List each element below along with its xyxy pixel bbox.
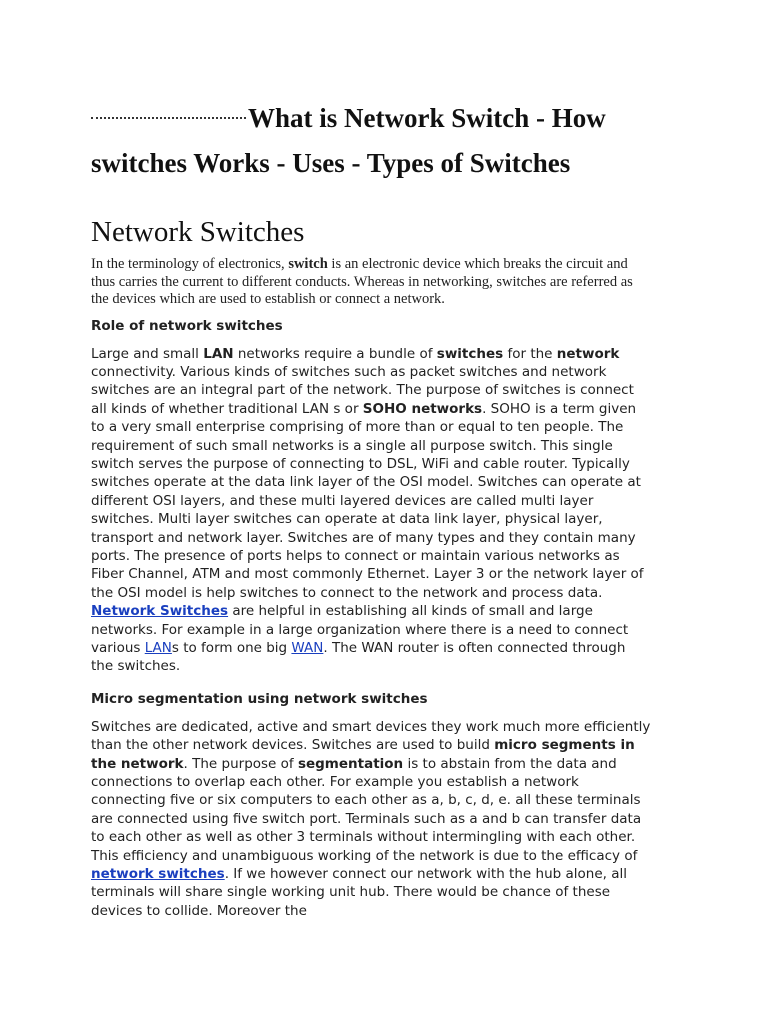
document-title-text: What is Network Switch - How switches Works - Uses - Types of Switches [91, 103, 606, 178]
bold-term: segmentation [297, 755, 404, 772]
document-title [91, 96, 651, 186]
bold-term: SOHO networks [362, 400, 483, 417]
text-run: Large and small [91, 345, 204, 362]
network-switches-link-2[interactable]: network switches [91, 866, 225, 883]
dotted-leader [91, 113, 246, 119]
intro-paragraph [91, 256, 651, 309]
bold-term: switch [288, 256, 328, 272]
text-run: is to abstain from the data and connections to overlap each other. For example you establish a network connecting five or six computers to each other as a, b, c, d, e. all these terminals are connected using five switch port. Terminals such as a and b can transfer data to each other as well as other 3 terminals without intermingling with each other. This efficiency and unambiguous working of the network is due to the efficacy of [91, 755, 642, 864]
role-paragraph [91, 345, 651, 676]
text-run: connectivity. Various kinds of switches such as packet switches and network switches are an integral part of the network. The purpose of switches is connect all kinds of whether traditional LAN s or [91, 363, 634, 417]
text-run: for the [503, 345, 557, 362]
section-heading-network-switches: Network Switches [91, 216, 305, 248]
text-run: In the terminology of electronics, [91, 256, 289, 272]
lan-link[interactable]: LAN [144, 640, 172, 656]
text-run: s to form one big [171, 640, 292, 656]
text-run: Switches are dedicated, active and smart devices they work much more efficiently than the other network devices. Switches are used to build [91, 718, 651, 754]
text-run: is an electronic device which breaks the circuit and thus carries the current to different conducts. Whereas in networking, switches are referred as the devices which are used to establish or connect a network. [91, 256, 633, 307]
text-run: . The purpose of [183, 755, 298, 772]
micro-segmentation-paragraph [91, 718, 651, 920]
text-run: . If we however connect our network with the hub alone, all terminals will share single working unit hub. There would be chance of these devices to collide. Moreover the [91, 866, 627, 919]
text-run: are helpful in establishing all kinds of small and large networks. For example in a large organization where there is a need to connect various [91, 603, 629, 656]
bold-term: micro segments in the network [91, 737, 635, 772]
wan-link[interactable]: WAN [291, 640, 324, 656]
network-switches-link[interactable]: Network Switches [91, 603, 229, 620]
subheading-micro-segmentation: Micro segmentation using network switches [91, 690, 428, 707]
document-page [91, 96, 651, 934]
bold-term: LAN [203, 345, 234, 362]
bold-term: switches [436, 345, 504, 362]
text-run: . SOHO is a term given to a very small enterprise comprising of more than or equal to ten people. The requirement of such small networks is a single all purpose switch. This single switch serves the purpose of connecting to DSL, WiFi and cable router. Typically switches operate at the data link layer of the OSI model. Switches can operate at different OSI layers, and these multi layered devices are called multi layer switches. Multi layer switches can operate at data link layer, physical layer, transport and network layer. Switches are of many types and they contain many ports. The presence of ports helps to connect or maintain various networks as Fiber Channel, ATM and most commonly Ethernet. Layer 3 or the network layer of the OSI model is help switches to connect to the network and process data. [91, 400, 644, 601]
subheading-role: Role of network switches [91, 317, 283, 334]
text-run: . The WAN router is often connected through the switches. [91, 640, 626, 675]
text-run: networks require a bundle of [233, 345, 437, 362]
bold-term: network [556, 345, 620, 362]
